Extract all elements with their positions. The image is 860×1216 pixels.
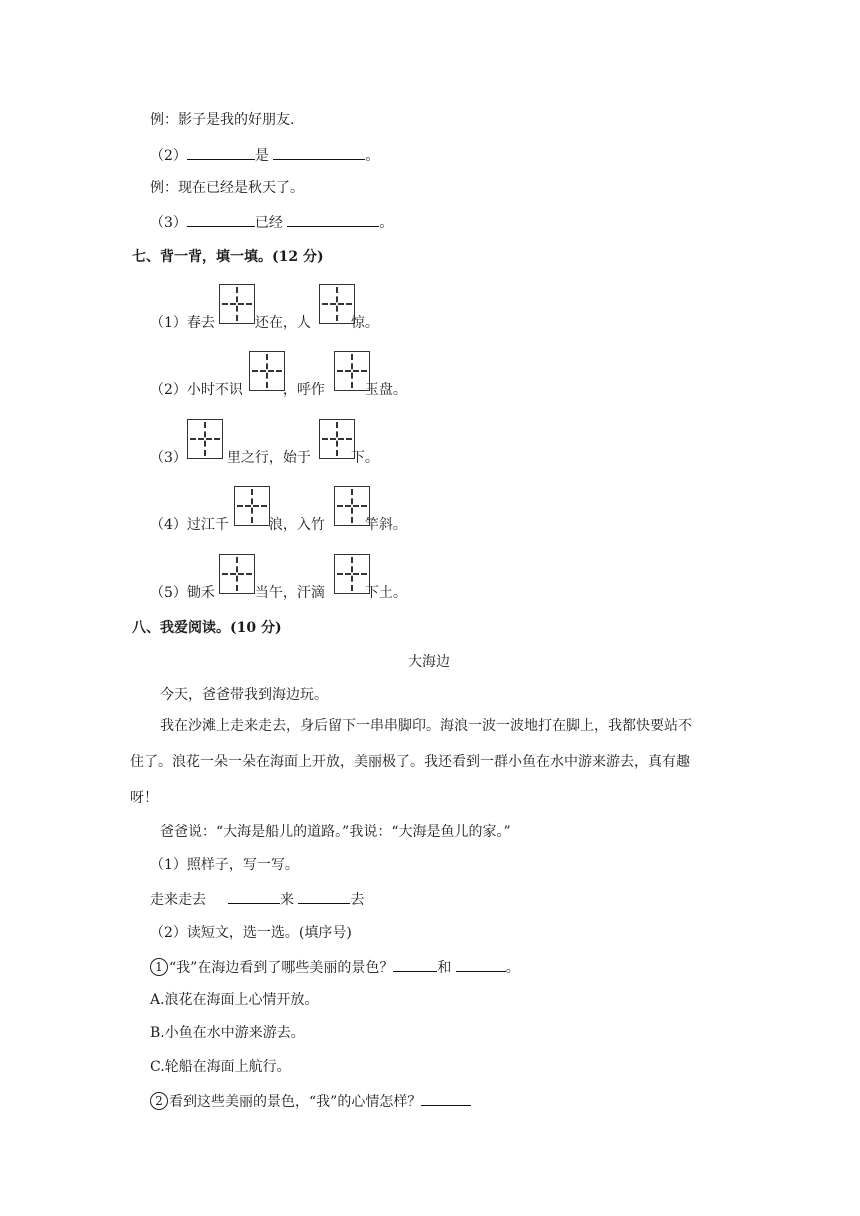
recite-text: 当午，汗滴 (254, 585, 325, 601)
recite-text: 浪，入竹 (268, 517, 325, 533)
recite-text: （4）过江千 (150, 517, 229, 533)
reading-question-2: （2）读短文，选一选。(填序号) (150, 925, 352, 941)
writing-grid-box[interactable] (334, 351, 370, 391)
answer-blank[interactable] (298, 889, 350, 904)
writing-grid-box[interactable] (319, 419, 355, 459)
answer-blank[interactable] (273, 145, 365, 160)
recite-text: ，呼作 (282, 382, 325, 398)
recite-text: 里之行，始于 (226, 450, 311, 466)
question-6-2 (150, 145, 379, 166)
end-punct: 。 (505, 960, 520, 976)
answer-blank[interactable] (228, 889, 280, 904)
end-punct: 。 (379, 215, 394, 231)
passage-paragraph-1: 今天，爸爸带我到海边玩。 (160, 687, 328, 703)
recite-text: 下。 (350, 450, 379, 466)
writing-grid-box[interactable] (187, 419, 223, 459)
section-8-heading: 八、我爱阅读。(10 分) (132, 620, 282, 636)
recite-text: （2）小时不识 (150, 382, 243, 398)
section-7-heading: 七、背一背，填一填。(12 分) (132, 249, 324, 265)
passage-paragraph-2-line-2: 住了。浪花一朵一朵在海面上开放，美丽极了。我还看到一群小鱼在水中游来游去，真有趣 (130, 754, 690, 770)
recite-text: （3） (150, 450, 187, 466)
passage-title: 大海边 (408, 654, 450, 670)
example-line-1: 例：影子是我的好朋友. (150, 112, 295, 128)
subquestion-text: 看到这些美丽的景色，“我”的心情怎样？ (169, 1094, 422, 1110)
connector-text: 是 (254, 148, 269, 164)
writing-grid-box[interactable] (334, 554, 370, 594)
writing-grid-box[interactable] (334, 486, 370, 526)
option-b: B.小鱼在水中游来游去。 (150, 1025, 305, 1041)
passage-paragraph-2-line-1: 我在沙滩上走来走去，身后留下一串串脚印。海浪一波一波地打在脚上，我都快要站不 (160, 718, 692, 734)
word-part: 去 (350, 892, 365, 908)
option-a: A.浪花在海面上心情开放。 (150, 992, 319, 1008)
recite-text: 竿斜。 (364, 517, 407, 533)
answer-blank[interactable] (287, 212, 379, 227)
answer-blank[interactable] (187, 212, 255, 227)
circled-number: 1 (150, 958, 168, 976)
option-c: C.轮船在海面上航行。 (150, 1059, 291, 1075)
recite-text: 还在，人 (254, 315, 311, 331)
answer-blank[interactable] (456, 957, 506, 972)
subquestion-text: “我”在海边看到了哪些美丽的景色？ (169, 960, 394, 976)
writing-grid-box[interactable] (319, 284, 355, 324)
end-punct: 。 (365, 148, 380, 164)
answer-blank[interactable] (187, 145, 255, 160)
writing-grid-box[interactable] (219, 284, 255, 324)
question-number: （3） (150, 215, 187, 231)
connector-text: 已经 (254, 215, 283, 231)
example-line-2: 例：现在已经是秋天了。 (150, 180, 304, 196)
connector-text: 和 (437, 960, 452, 976)
recite-text: （5）锄禾 (150, 585, 215, 601)
passage-paragraph-3: 爸爸说：“大海是船儿的道路。”我说：“大海是鱼儿的家。” (160, 824, 511, 840)
word-part: 来 (280, 892, 294, 908)
passage-paragraph-2-line-3: 呀！ (130, 790, 158, 806)
writing-grid-box[interactable] (234, 486, 270, 526)
reading-question-1: （1）照样子，写一写。 (150, 857, 299, 873)
reading-subquestion-2 (150, 1091, 471, 1112)
recite-text: 玉盘。 (364, 382, 407, 398)
reading-subquestion-1 (150, 957, 520, 978)
answer-blank[interactable] (421, 1091, 471, 1106)
recite-text: （1）春去 (150, 315, 215, 331)
writing-grid-box[interactable] (219, 554, 255, 594)
circled-number: 2 (150, 1092, 168, 1110)
reading-question-1-answer (150, 889, 364, 910)
question-number: （2） (150, 148, 187, 164)
writing-grid-box[interactable] (249, 351, 285, 391)
recite-text: 下土。 (364, 585, 407, 601)
question-6-3 (150, 212, 393, 233)
recite-text: 惊。 (350, 315, 379, 331)
answer-blank[interactable] (393, 957, 437, 972)
example-word: 走来走去 (150, 892, 206, 908)
